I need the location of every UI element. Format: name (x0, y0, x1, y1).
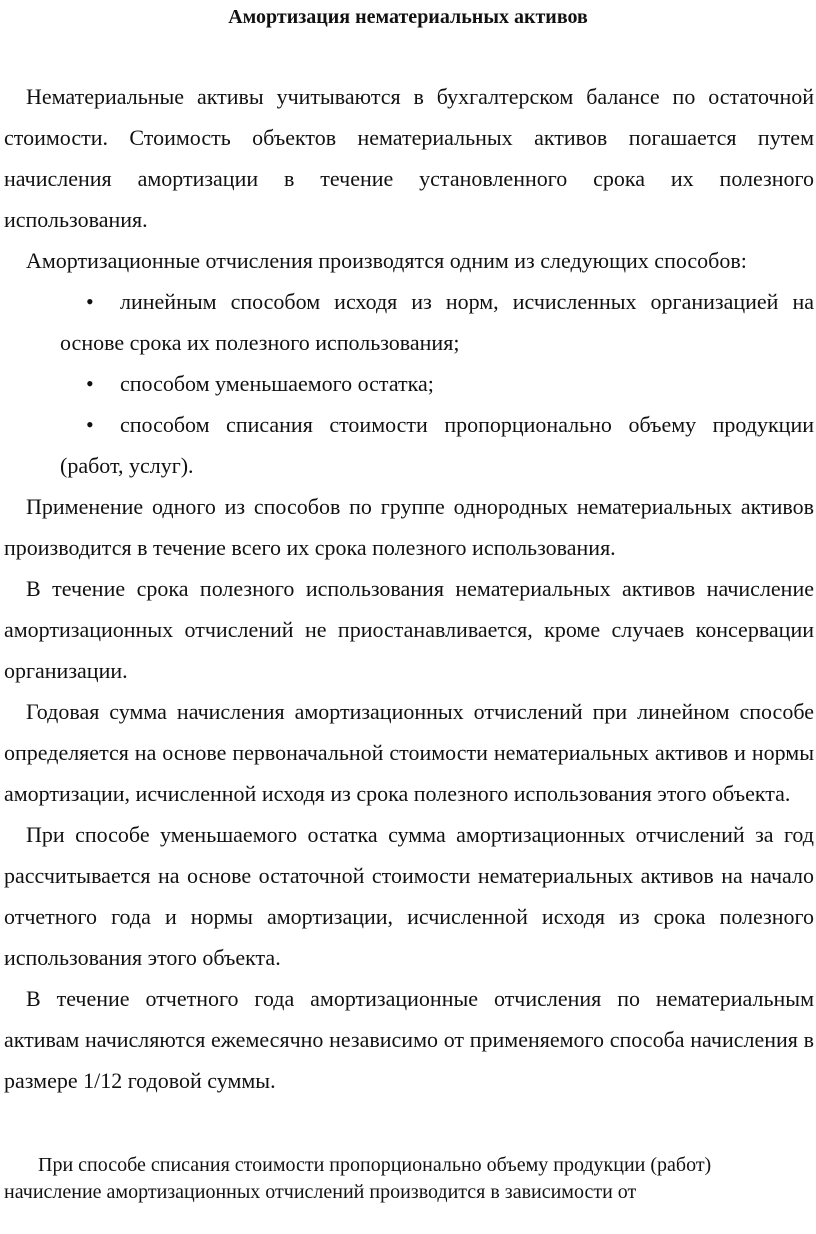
list-item-text: способом списания стоимости пропорционально объему продукции (работ, услуг). (60, 412, 814, 478)
list-item (4, 404, 814, 486)
bullet-list (4, 281, 814, 486)
bullet-icon: • (86, 412, 94, 437)
paragraph-7: В течение отчетного года амортизационные отчисления по нематериальным активам начисляются ежемесячно независимо от применяемого способа начисления в размере 1/12 годовой суммы. (4, 986, 814, 1093)
document-body (4, 76, 814, 1101)
list-item (4, 281, 814, 363)
list-item-text: линейным способом исходя из норм, исчисленных организацией на основе срока их полезного использования; (60, 289, 814, 355)
paragraph-3: Применение одного из способов по группе однородных нематериальных активов производится в течение всего их срока полезного использования. (4, 494, 814, 560)
paragraph-5: Годовая сумма начисления амортизационных отчислений при линейном способе определяется на основе первоначальной стоимости нематериальных активов и нормы амортизации, исчисленной исходя из срока полезного использования этого объекта. (4, 699, 814, 806)
paragraph-2: Амортизационные отчисления производятся одним из следующих способов: (26, 248, 747, 273)
document-title: Амортизация нематериальных активов (228, 6, 588, 28)
list-item-text: способом уменьшаемого остатка; (120, 371, 434, 396)
paragraph-6: При способе уменьшаемого остатка сумма амортизационных отчислений за год рассчитывается на основе остаточной стоимости нематериальных активов на начало отчетного года и нормы амортизации, исчисленной исходя из срока полезного использования этого объекта. (4, 822, 814, 970)
bullet-icon: • (86, 371, 94, 396)
paragraph-1: Нематериальные активы учитываются в бухгалтерском балансе по остаточной стоимости. Стоимость объектов нематериальных активов погашается путем начисления амортизации в течение установленного срока их полезного использования. (4, 84, 814, 232)
bullet-icon: • (86, 289, 94, 314)
paragraph-8: При способе списания стоимости пропорционально объему продукции (работ) начисление амортизационных отчислений производится в зависимости от (4, 1154, 712, 1203)
list-item (4, 363, 814, 404)
paragraph-4: В течение срока полезного использования нематериальных активов начисление амортизационных отчислений не приостанавливается, кроме случаев консервации организации. (4, 576, 814, 683)
